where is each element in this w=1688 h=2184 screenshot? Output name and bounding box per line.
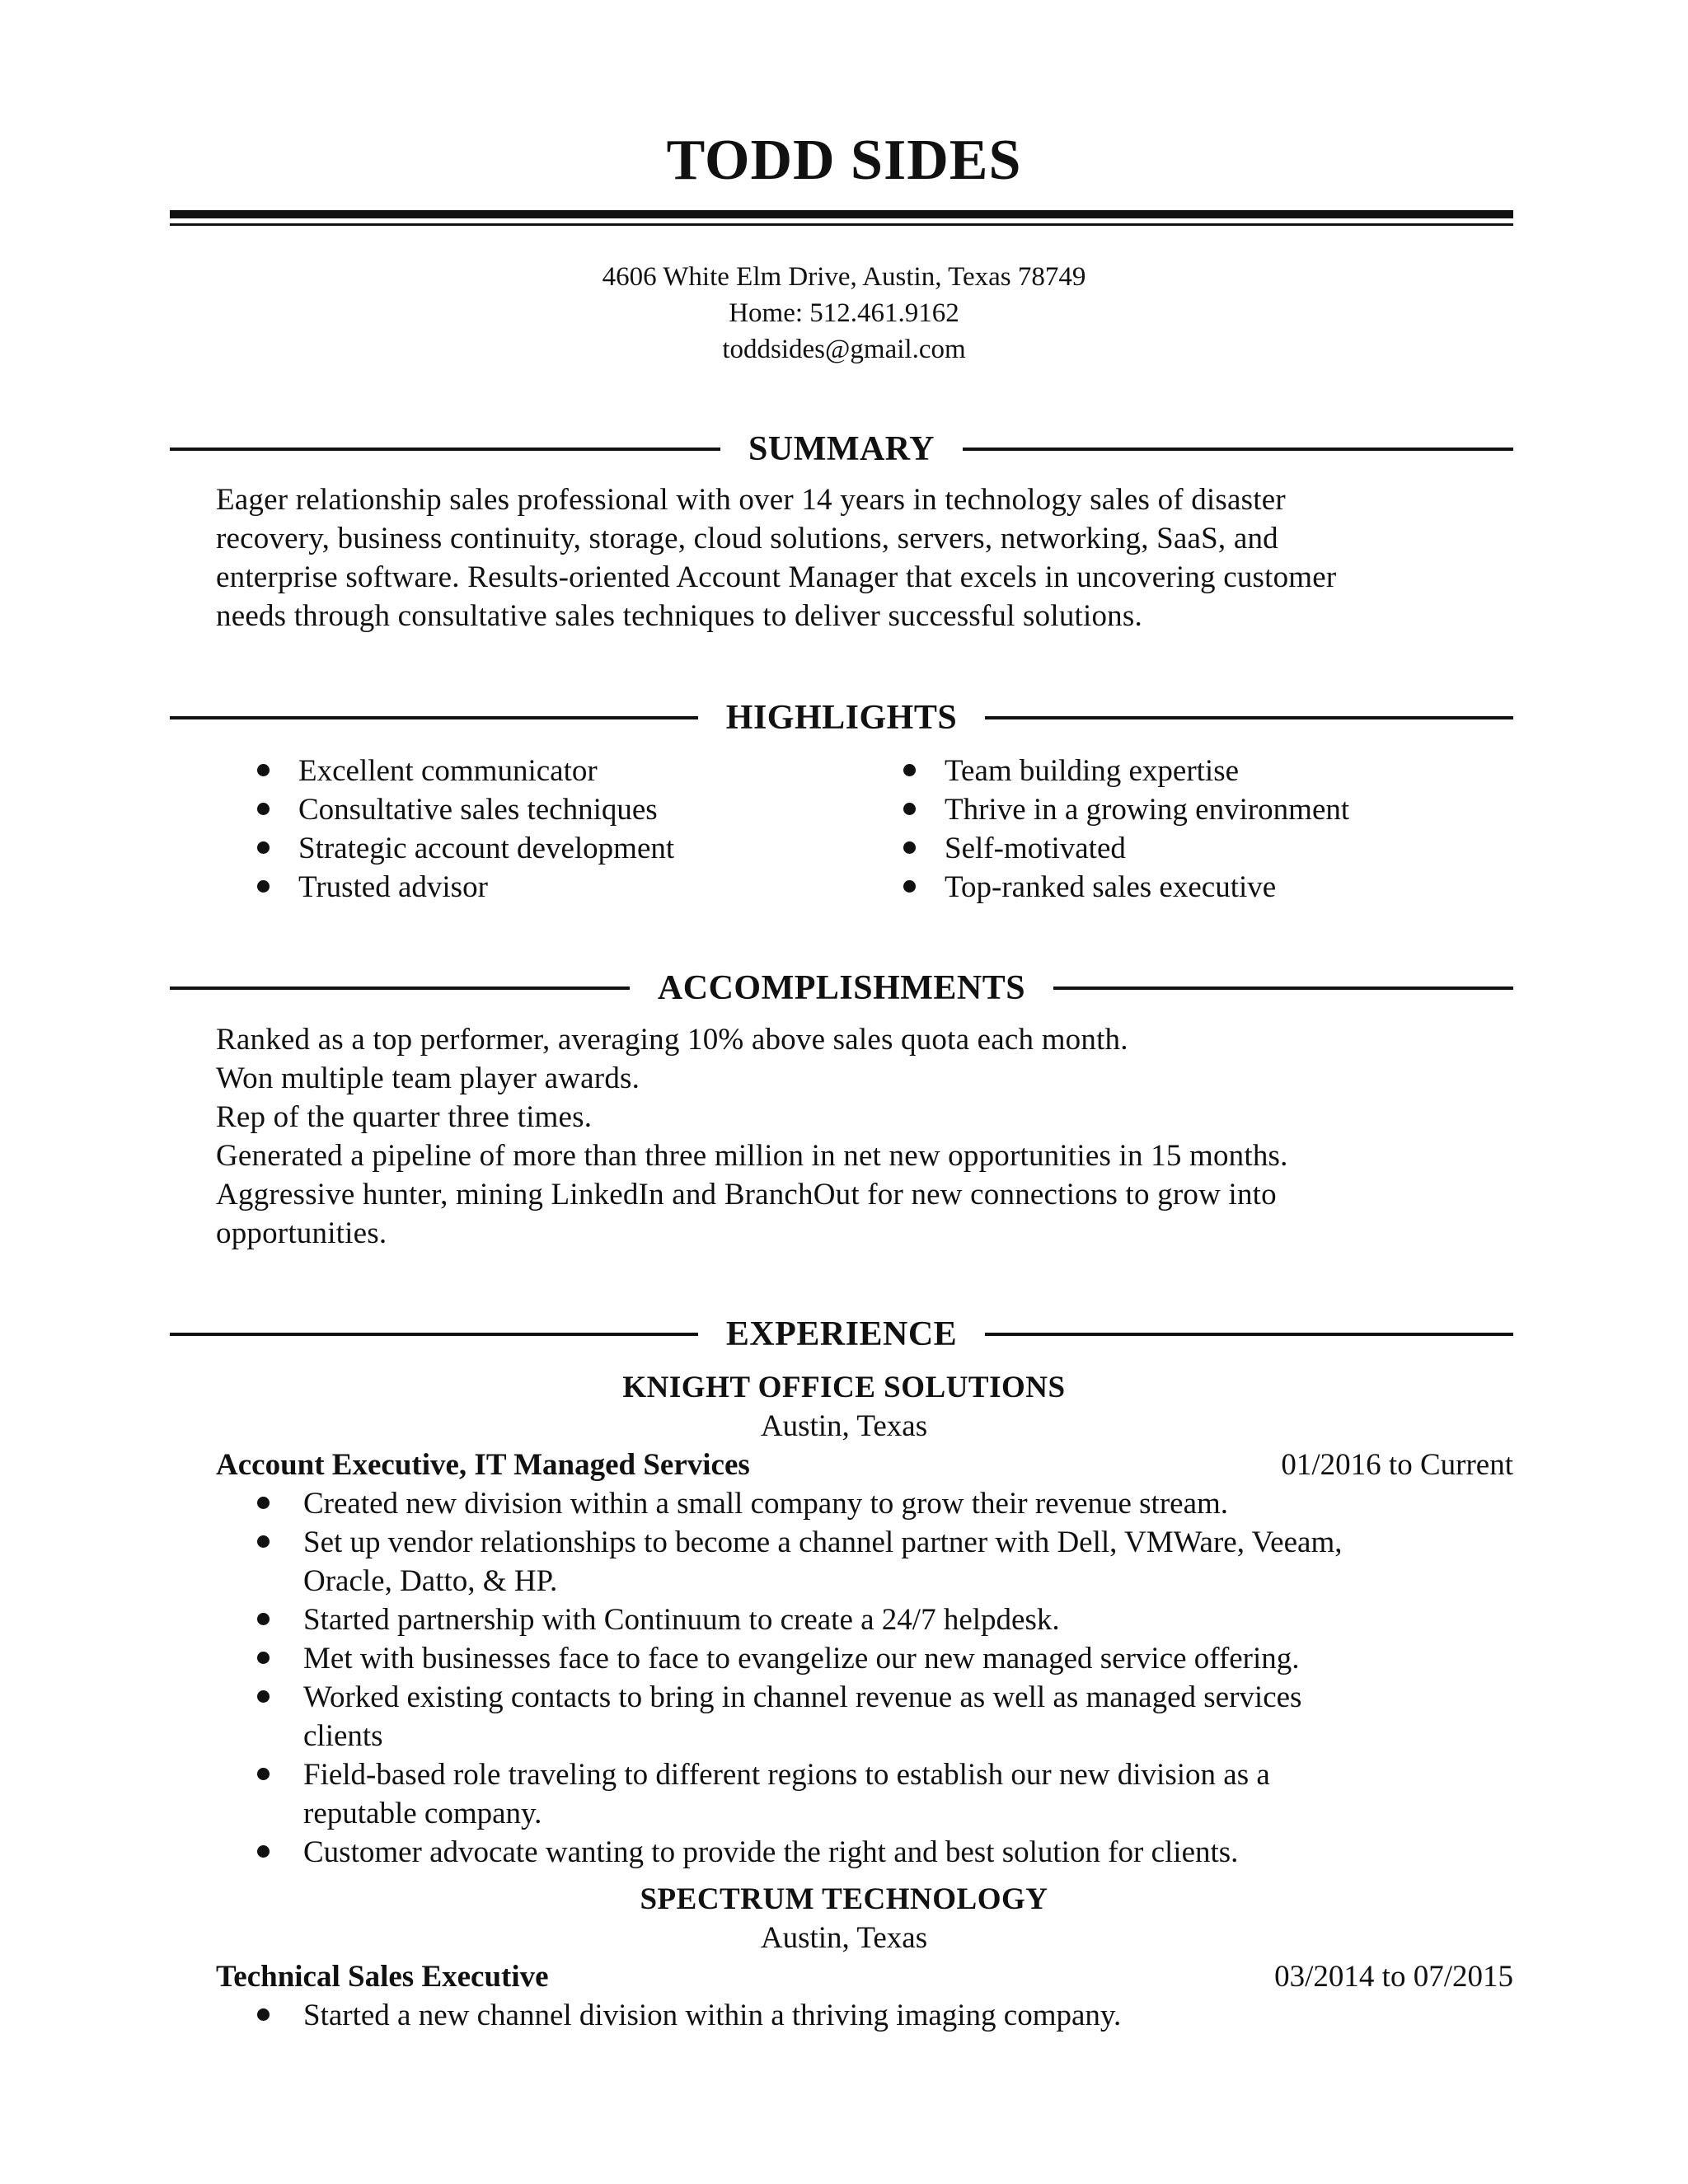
list-item	[257, 1639, 1518, 1678]
list-item	[257, 868, 674, 907]
accomplishment-line: opportunities.	[216, 1216, 387, 1250]
contact-email: toddsides@gmail.com	[722, 335, 966, 364]
contact-address: 4606 White Elm Drive, Austin, Texas 78749	[602, 262, 1086, 292]
summary-text	[216, 480, 1518, 635]
summary-line: enterprise software. Results-oriented Account Manager that excels in uncovering customer	[216, 560, 1337, 594]
bullet-text: Worked existing contacts to bring in channel revenue as well as managed services	[303, 1680, 1302, 1714]
bullet-icon	[903, 841, 916, 854]
list-item	[257, 1678, 1518, 1755]
bullet-text: Field-based role traveling to different regions to establish our new division as a	[303, 1758, 1270, 1792]
section-title: EXPERIENCE	[725, 1315, 958, 1353]
list-item	[903, 829, 1349, 868]
bullet-text: Oracle, Datto, & HP.	[303, 1564, 558, 1598]
highlight-text: Consultative sales techniques	[298, 793, 658, 827]
highlight-text: Top-ranked sales executive	[945, 870, 1277, 904]
accomplishment-line: Rep of the quarter three times.	[216, 1100, 593, 1134]
list-item	[257, 1523, 1518, 1601]
list-item	[257, 790, 674, 829]
list-item	[903, 752, 1349, 790]
accomplishment-line: Ranked as a top performer, averaging 10% above sales quota each month.	[216, 1023, 1128, 1057]
divider-line	[170, 987, 630, 990]
job-location: Austin, Texas	[760, 1921, 928, 1955]
job-company: KNIGHT OFFICE SOLUTIONS	[622, 1371, 1066, 1404]
bullet-icon	[257, 2008, 270, 2021]
job-title-row	[216, 1446, 1513, 1484]
list-item	[257, 752, 674, 790]
divider-line	[1053, 987, 1513, 990]
bullet-icon	[257, 1497, 270, 1509]
list-item	[257, 1833, 1518, 1872]
bullet-icon	[257, 764, 270, 776]
bullet-icon	[257, 1535, 270, 1548]
divider-line	[985, 716, 1513, 719]
list-item	[257, 1755, 1518, 1833]
bullet-icon	[903, 803, 916, 815]
section-title: ACCOMPLISHMENTS	[657, 969, 1026, 1007]
bullet-icon	[903, 880, 916, 893]
highlights-heading	[170, 695, 1513, 741]
list-item	[903, 790, 1349, 829]
highlights-left-list	[257, 752, 674, 907]
divider-line	[170, 448, 720, 451]
list-item	[257, 1996, 1518, 2035]
accomplishment-line: Generated a pipeline of more than three million in net new opportunities in 15 months.	[216, 1139, 1288, 1173]
divider-line	[963, 448, 1513, 451]
contact-phone: Home: 512.461.9162	[729, 298, 959, 328]
highlight-text: Team building expertise	[945, 754, 1240, 788]
summary-line: Eager relationship sales professional with over 14 years in technology sales of disaster	[216, 483, 1286, 517]
summary-heading	[170, 426, 1513, 472]
bullet-icon	[257, 803, 270, 815]
bullet-text: Set up vendor relationships to become a channel partner with Dell, VMWare, Veeam,	[303, 1526, 1343, 1559]
bullet-icon	[257, 1613, 270, 1625]
header-rule-thick	[170, 210, 1513, 218]
bullet-text: Started partnership with Continuum to create a 24/7 helpdesk.	[303, 1603, 1060, 1637]
job-title-row	[216, 1957, 1513, 1996]
header-rule-thin	[170, 223, 1513, 226]
bullet-text: Started a new channel division within a thriving imaging company.	[303, 1999, 1122, 2032]
bullet-text: reputable company.	[303, 1797, 542, 1830]
candidate-name: TODD SIDES	[666, 129, 1022, 192]
job-bullet-list	[257, 1484, 1518, 1872]
list-item	[257, 1601, 1518, 1639]
highlight-text: Trusted advisor	[298, 870, 488, 904]
bullet-icon	[257, 1690, 270, 1703]
divider-line	[170, 1333, 698, 1336]
accomplishments-heading	[170, 965, 1513, 1011]
section-title: SUMMARY	[748, 430, 935, 468]
bullet-text: Met with businesses face to face to evangelize our new managed service offering.	[303, 1642, 1300, 1675]
experience-heading	[170, 1311, 1513, 1357]
list-item	[257, 1484, 1518, 1523]
bullet-icon	[903, 764, 916, 776]
divider-line	[170, 716, 698, 719]
contact-block	[0, 259, 1688, 368]
summary-line: recovery, business continuity, storage, cloud solutions, servers, networking, SaaS, and	[216, 522, 1278, 555]
accomplishment-line: Aggressive hunter, mining LinkedIn and BranchOut for new connections to grow into	[216, 1178, 1277, 1212]
bullet-icon	[257, 841, 270, 854]
highlight-text: Excellent communicator	[298, 754, 598, 788]
job-company: SPECTRUM TECHNOLOGY	[640, 1882, 1048, 1916]
job-location: Austin, Texas	[760, 1409, 928, 1443]
job-title: Technical Sales Executive	[216, 1960, 549, 1994]
divider-line	[985, 1333, 1513, 1336]
bullet-icon	[257, 880, 270, 893]
job-title: Account Executive, IT Managed Services	[216, 1448, 750, 1482]
bullet-text: clients	[303, 1719, 383, 1753]
accomplishment-line: Won multiple team player awards.	[216, 1062, 640, 1095]
section-title: HIGHLIGHTS	[725, 699, 958, 737]
highlights-right-list	[903, 752, 1349, 907]
highlight-text: Strategic account development	[298, 832, 675, 865]
highlight-text: Self-motivated	[945, 832, 1126, 865]
list-item	[903, 868, 1349, 907]
accomplishments-text	[216, 1020, 1518, 1253]
bullet-text: Created new division within a small company to grow their revenue stream.	[303, 1487, 1229, 1521]
list-item	[257, 829, 674, 868]
job-dates: 01/2016 to Current	[1281, 1448, 1513, 1482]
bullet-icon	[257, 1845, 270, 1858]
job-bullet-list	[257, 1996, 1518, 2035]
bullet-text: Customer advocate wanting to provide the right and best solution for clients.	[303, 1835, 1239, 1869]
bullet-icon	[257, 1652, 270, 1664]
job-dates: 03/2014 to 07/2015	[1274, 1960, 1513, 1994]
highlight-text: Thrive in a growing environment	[945, 793, 1350, 827]
bullet-icon	[257, 1768, 270, 1780]
summary-line: needs through consultative sales techniques to deliver successful solutions.	[216, 599, 1142, 633]
